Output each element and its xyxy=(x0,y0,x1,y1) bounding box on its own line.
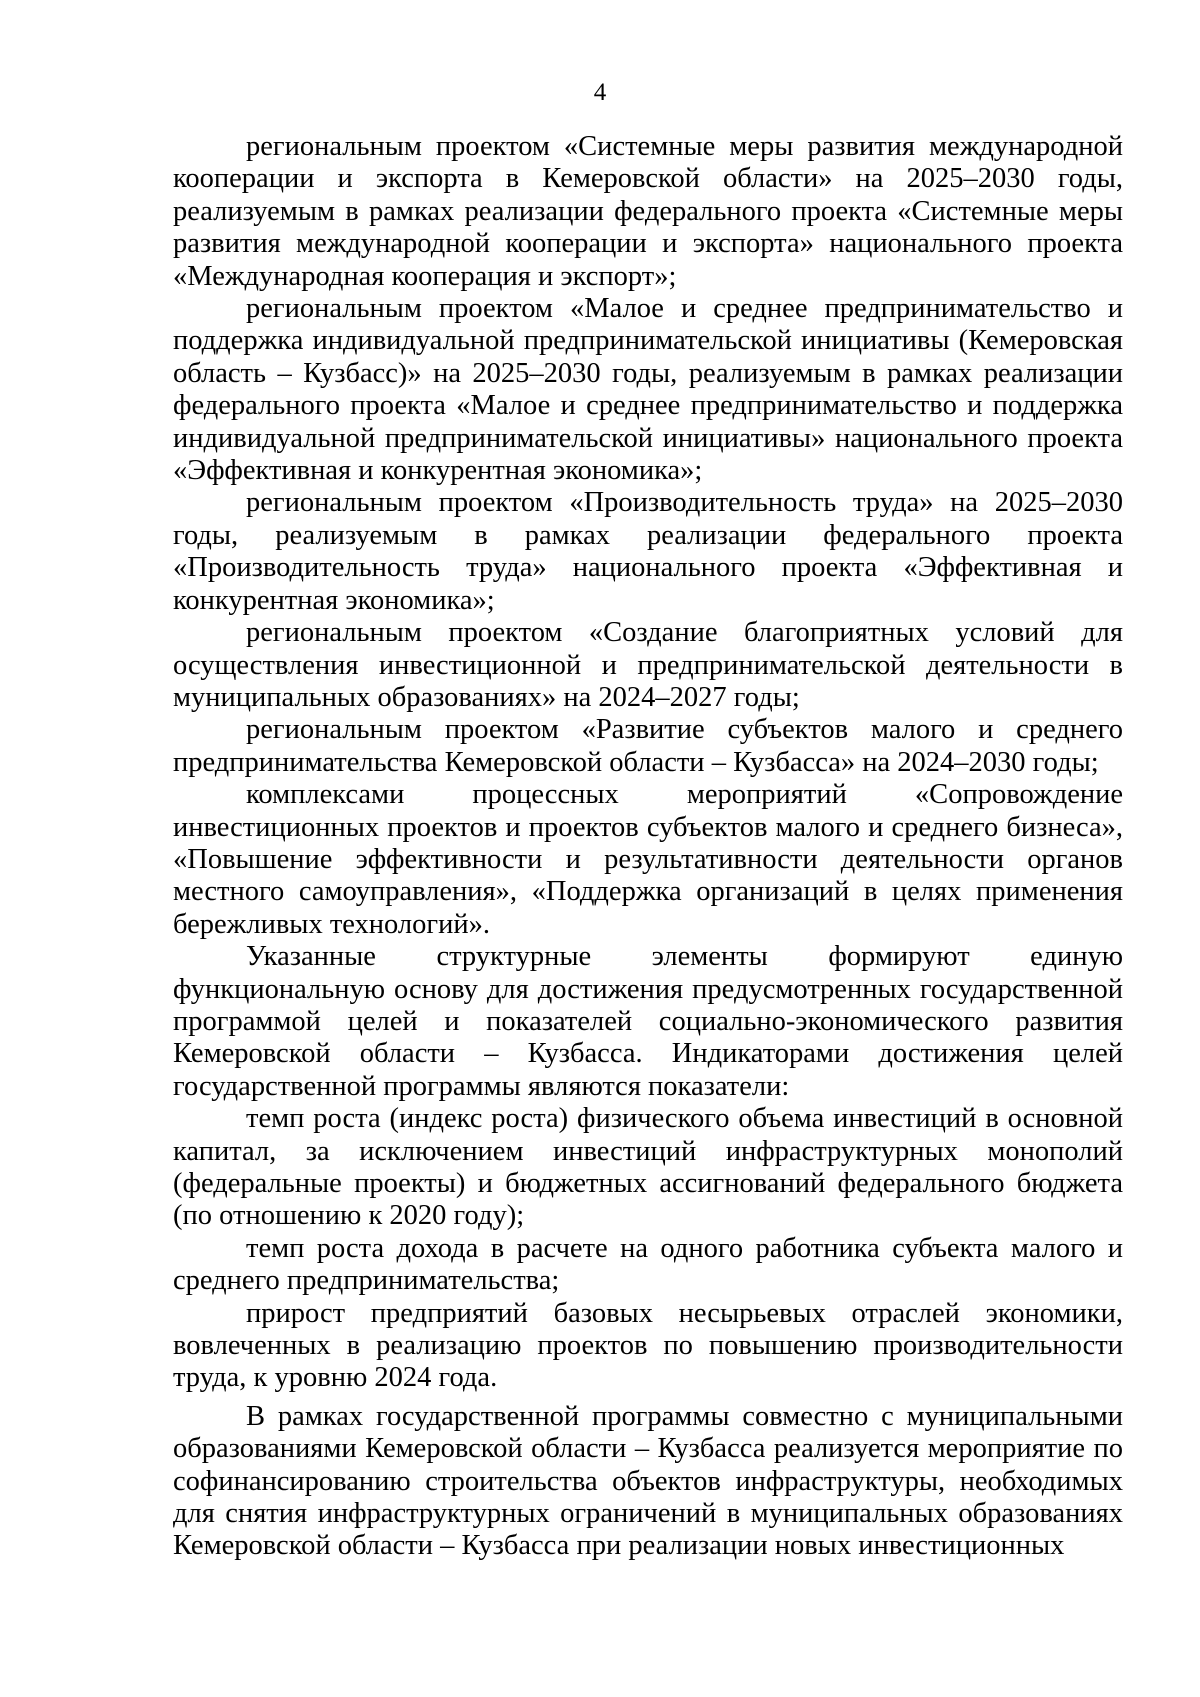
document-body xyxy=(173,131,1123,1563)
paragraph-process-measures: комплексами процессных мероприятий «Сопровождение инвестиционных проектов и проектов субъектов малого и среднего бизнеса», «Повышение эффективности и результативности деятельности органов местного самоуправления», «Поддержка организаций в целях применения бережливых технологий». xyxy=(173,779,1123,940)
paragraph-infrastructure-cofinancing: В рамках государственной программы совместно с муниципальными образованиями Кемеровской области – Кузбасса реализуется мероприятие по софинансированию строительства объектов инфраструктуры, необходимых для снятия инфраструктурных ограничений в муниципальных образованиях Кемеровской области – Кузбасса при реализации новых инвестиционных xyxy=(173,1400,1123,1562)
paragraph-indicator-investment-growth: темп роста (индекс роста) физического объема инвестиций в основной капитал, за исключением инвестиций инфраструктурных монополий (федеральные проекты) и бюджетных ассигнований федерального бюджета (по отношению к 2020 году); xyxy=(173,1103,1123,1232)
paragraph-labor-productivity: региональным проектом «Производительность труда» на 2025–2030 годы, реализуемым в рамках реализации федерального проекта «Производительность труда» национального проекта «Эффективная и конкурентная экономика»; xyxy=(173,487,1123,616)
page-number: 4 xyxy=(593,79,607,106)
paragraph-indicator-income-growth: темп роста дохода в расчете на одного работника субъекта малого и среднего предпринимательства; xyxy=(173,1232,1123,1297)
paragraph-sme-development: региональным проектом «Развитие субъектов малого и среднего предпринимательства Кемеровской области – Кузбасса» на 2024–2030 годы; xyxy=(173,714,1123,778)
paragraph-small-business-support: региональным проектом «Малое и среднее предпринимательство и поддержка индивидуальной предпринимательской инициативы (Кемеровская область – Кузбасс)» на 2025–2030 годы, реализуемым в рамках реализации федерального проекта «Малое и среднее предпринимательство и поддержка индивидуальной предпринимательской инициативы» национального проекта «Эффективная и конкурентная экономика»; xyxy=(173,293,1123,487)
paragraph-investment-conditions: региональным проектом «Создание благоприятных условий для осуществления инвестиционной и предпринимательской деятельности в муниципальных образованиях» на 2024–2027 годы; xyxy=(173,617,1123,713)
paragraph-international-cooperation: региональным проектом «Системные меры развития международной кооперации и экспорта в Кемеровской области» на 2025–2030 годы, реализуемым в рамках реализации федерального проекта «Системные меры развития международной кооперации и экспорта» национального проекта «Международная кооперация и экспорт»; xyxy=(173,131,1123,292)
paragraph-indicator-enterprise-growth: прирост предприятий базовых несырьевых отраслей экономики, вовлеченных в реализацию проектов по повышению производительности труда, к уровню 2024 года. xyxy=(173,1297,1123,1394)
paragraph-structural-elements: Указанные структурные элементы формируют единую функциональную основу для достижения предусмотренных государственной программой целей и показателей социально-экономического развития Кемеровской области – Кузбасса. Индикаторами достижения целей государственной программы являются показатели: xyxy=(173,941,1123,1102)
